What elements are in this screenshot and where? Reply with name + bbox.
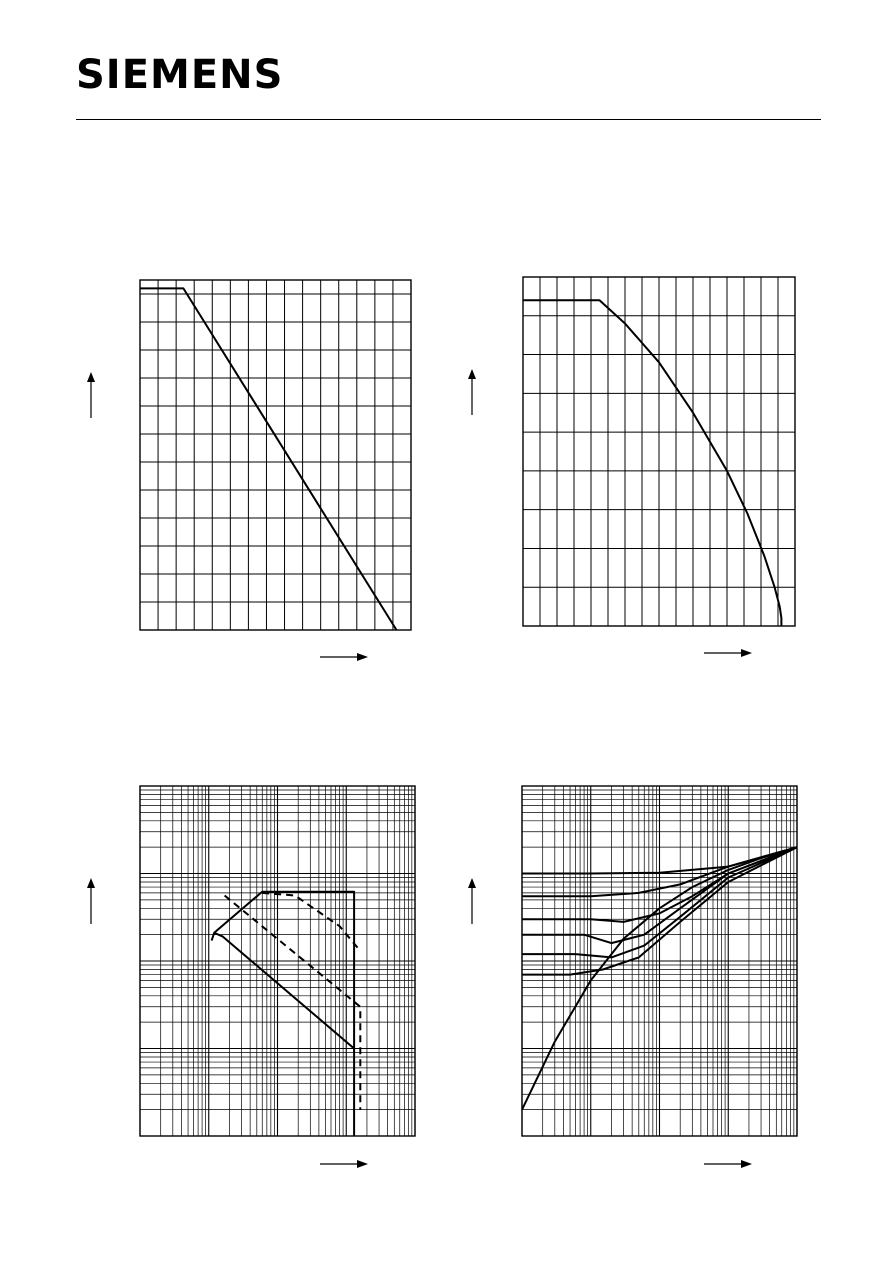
siemens-logo: SIEMENS [76,52,284,98]
y-axis-arrow-bottom-right [465,878,479,924]
grid [522,786,797,1136]
header-rule [76,119,821,120]
chart-bottom-right [522,786,797,1136]
plot-frame [140,280,411,630]
grid [140,280,411,630]
series-line-1 [523,300,781,626]
x-axis-arrow-top-right [704,647,752,659]
chart-top-left [140,280,411,630]
chart-bottom-left [140,786,415,1136]
x-axis-arrow-bottom-left [320,1158,368,1170]
x-axis-arrow-top-left [320,651,368,663]
grid [523,277,795,626]
y-axis-arrow-bottom-left [84,878,98,924]
series-line-1 [140,288,397,630]
y-axis-arrow-top-left [84,372,98,418]
series-line-4 [262,893,360,951]
series-line-2 [214,933,354,1049]
x-axis-arrow-bottom-right [704,1158,752,1170]
chart-top-right [523,277,795,626]
grid [140,786,415,1136]
series-line-1 [212,892,355,1136]
y-axis-arrow-top-right [465,369,479,415]
